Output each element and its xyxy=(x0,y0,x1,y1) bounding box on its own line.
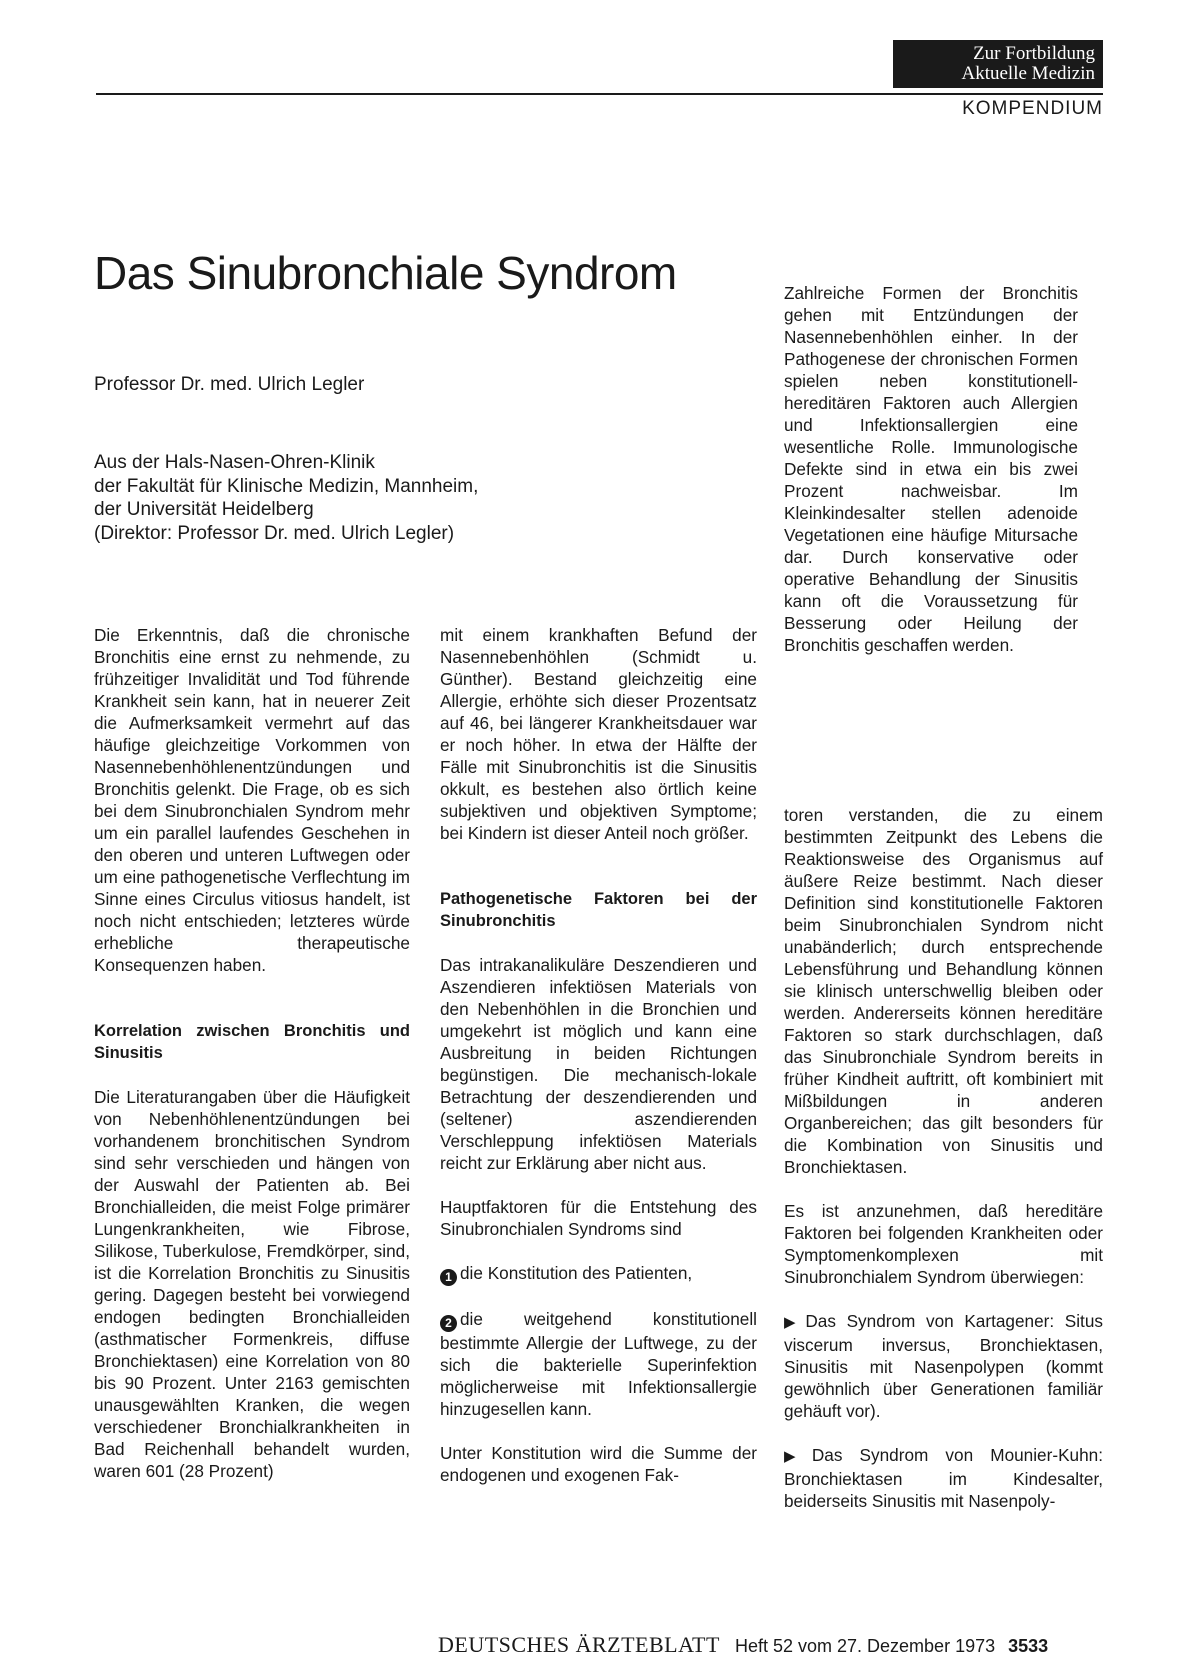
triangle-bullet-icon: ▶ xyxy=(784,1448,808,1465)
factor-1-text: die Konstitution des Patienten, xyxy=(460,1263,693,1283)
pathogenesis-paragraph: Das intrakanalikuläre Deszendieren und Aszendieren infektiösen Materials von den Nebenhöhlen in die Bronchien und umgekehrt ist möglich und kann eine Ausbreitung in beiden Richtungen begünstigen. Die mechanisch-lokale Betrachtung der deszendierenden und (seltener) aszendierenden Verschleppung infektiösen Materials reicht zur Erklärung aber nicht aus. xyxy=(440,955,757,1173)
factor-2-text: die weitgehend konstitutionell bestimmte Allergie der Luftwege, zu der sich die bakterielle Superinfektion möglicherweise mit Infektionsallergie hinzugesellen kann. xyxy=(440,1309,757,1419)
abstract: Zahlreiche Formen der Bronchitis gehen mit Entzündungen der Nasennebenhöhlen einher. In der Pathogenese der chronischen Formen spielen neben konstitutionell-hereditären Faktoren auch Allergien und Infektionsallergien eine wesentliche Rolle. Immunologische Defekte sind in etwa ein bis zwei Prozent nachweisbar. Im Kleinkindesalter stellen adenoide Vegetationen eine häufige Mitursache dar. Durch konservative oder operative Behandlung der Sinusitis kann oft die Voraussetzung für Besserung oder Heilung der Bronchitis geschaffen werden. xyxy=(784,283,1078,655)
heading-pathogenesis: Pathogenetische Faktoren bei der Sinubronchitis xyxy=(440,890,757,930)
abstract-column xyxy=(784,282,1078,678)
affiliation-line: der Universität Heidelberg xyxy=(94,499,314,520)
badge-line-2: Aktuelle Medizin xyxy=(961,63,1095,84)
constitution-paragraph-cont: toren verstanden, die zu einem bestimmten Zeitpunkt des Lebens die Reaktionsweise des Organismus auf äußere Reize bestimmt. Nach dieser Definition sind konstitutionelle Faktoren beim Sinubronchialen Syndrom nicht unabänderlich; durch entsprechende Lebensführung und Behandlung können sie klinisch unterschwellig bleiben oder werden. Andererseits können hereditäre Faktoren so stark durchschlagen, daß das Sinubronchiale Syndrom bereits in früher Kindheit auftritt, oft kombiniert mit Mißbildungen in anderen Organbereichen; das gilt besonders für die Kombination von Sinusitis und Bronchiektasen. xyxy=(784,805,1103,1177)
main-factors-paragraph: Hauptfaktoren für die Entstehung des Sinubronchialen Syndroms sind xyxy=(440,1197,757,1239)
factor-2 xyxy=(440,1308,757,1420)
issue-info: Heft 52 vom 27. Dezember 1973 xyxy=(734,1636,996,1656)
section-label: KOMPENDIUM xyxy=(962,98,1103,119)
section-badge xyxy=(893,40,1103,88)
journal-name: DEUTSCHES ÄRZTEBLATT xyxy=(438,1632,720,1657)
factor-1 xyxy=(440,1262,757,1286)
author: Professor Dr. med. Ulrich Legler xyxy=(94,374,365,395)
article-title: Das Sinubronchiale Syndrom xyxy=(94,247,677,299)
header-rule xyxy=(96,93,1103,95)
badge-line-1: Zur Fortbildung xyxy=(973,43,1095,64)
affiliation-line: der Fakultät für Klinische Medizin, Mannheim, xyxy=(94,475,479,497)
syndrome-1-text: Das Syndrom von Kartagener: Situs viscerum inversus, Bronchiektasen, Sinusitis mit Nasenpolypen (kommt gewöhnlich über Generationen familiär gehäuft vor). xyxy=(784,1311,1103,1421)
syndrome-2-text: Das Syndrom von Mounier-Kuhn: Bronchiektasen im Kindesalter, beiderseits Sinusitis mit Nasenpoly- xyxy=(784,1445,1103,1511)
column-1 xyxy=(94,624,410,1504)
affiliation-line: Aus der Hals-Nasen-Ohren-Klinik xyxy=(94,452,375,473)
affiliation xyxy=(94,451,478,545)
triangle-bullet-icon: ▶ xyxy=(784,1314,802,1331)
column-3 xyxy=(784,804,1103,1534)
column-2 xyxy=(440,624,757,1508)
syndrome-1 xyxy=(784,1310,1103,1422)
syndrome-2 xyxy=(784,1444,1103,1512)
intro-paragraph: Die Erkenntnis, daß die chronische Bronchitis eine ernst zu nehmende, zu frühzeitiger Invalidität und Tod führende Krankheit sein kann, hat in neuerer Zeit die Aufmerksamkeit vermehrt auf das häufige gleichzeitige Vorkommen von Nasennebenhöhlenentzündungen und Bronchitis gelenkt. Die Frage, ob es sich bei dem Sinubronchialen Syndrom mehr um ein parallel laufendes Geschehen in den oberen und unteren Luftwegen oder um eine pathogenetische Verflechtung im Sinne eines Circulus vitiosus handelt, ist noch nicht entschieden; letzteres würde erhebliche therapeutische Konsequenzen haben. xyxy=(94,625,410,975)
correlation-paragraph: Die Literaturangaben über die Häufigkeit von Nebenhöhlenentzündungen bei vorhandenem bronchitischen Syndrom sind sehr verschieden und hängen von der Auswahl der Patienten ab. Bei Bronchialleiden, die meist Folge primärer Lungenkrankheiten, wie Fibrose, Silikose, Tuberkulose, Fremdkörper, sind, ist die Korrelation Bronchitis zu Sinusitis gering. Dagegen besteht bei vorwiegend endogen bedingten Bronchialleiden (asthmatischer Formenkreis, diffuse Bronchiektasen) eine Korrelation von 80 bis 90 Prozent. Unter 2163 gemischten unausgewählten Kranken, die wegen verschiedener Bronchialkrankheiten in Bad Reichenhall behandelt wurden, waren 601 (28 Prozent) xyxy=(94,1087,410,1481)
number-2-icon: 2 xyxy=(440,1315,457,1332)
number-1-icon: 1 xyxy=(440,1269,457,1286)
page-number: 3533 xyxy=(1008,1636,1049,1656)
constitution-paragraph: Unter Konstitution wird die Summe der endogenen und exogenen Fak- xyxy=(440,1443,757,1485)
correlation-paragraph-cont: mit einem krankhaften Befund der Nasennebenhöhlen (Schmidt u. Günther). Bestand gleichzeitig eine Allergie, erhöhte sich dieser Prozentsatz auf 46, bei längerer Krankheitsdauer war er noch höher. In etwa der Hälfte der Fälle mit Sinubronchitis ist die Sinusitis okkult, es bestehen also örtlich keine subjektiven und objektiven Symptome; bei Kindern ist dieser Anteil noch größer. xyxy=(440,625,757,843)
hereditary-paragraph: Es ist anzunehmen, daß hereditäre Faktoren bei folgenden Krankheiten oder Symptomenkomplexen mit Sinubronchialem Syndrom überwiegen: xyxy=(784,1201,1103,1287)
page-footer xyxy=(438,1632,1048,1658)
heading-correlation: Korrelation zwischen Bronchitis und Sinusitis xyxy=(94,1022,410,1062)
affiliation-line: (Direktor: Professor Dr. med. Ulrich Legler) xyxy=(94,522,455,544)
